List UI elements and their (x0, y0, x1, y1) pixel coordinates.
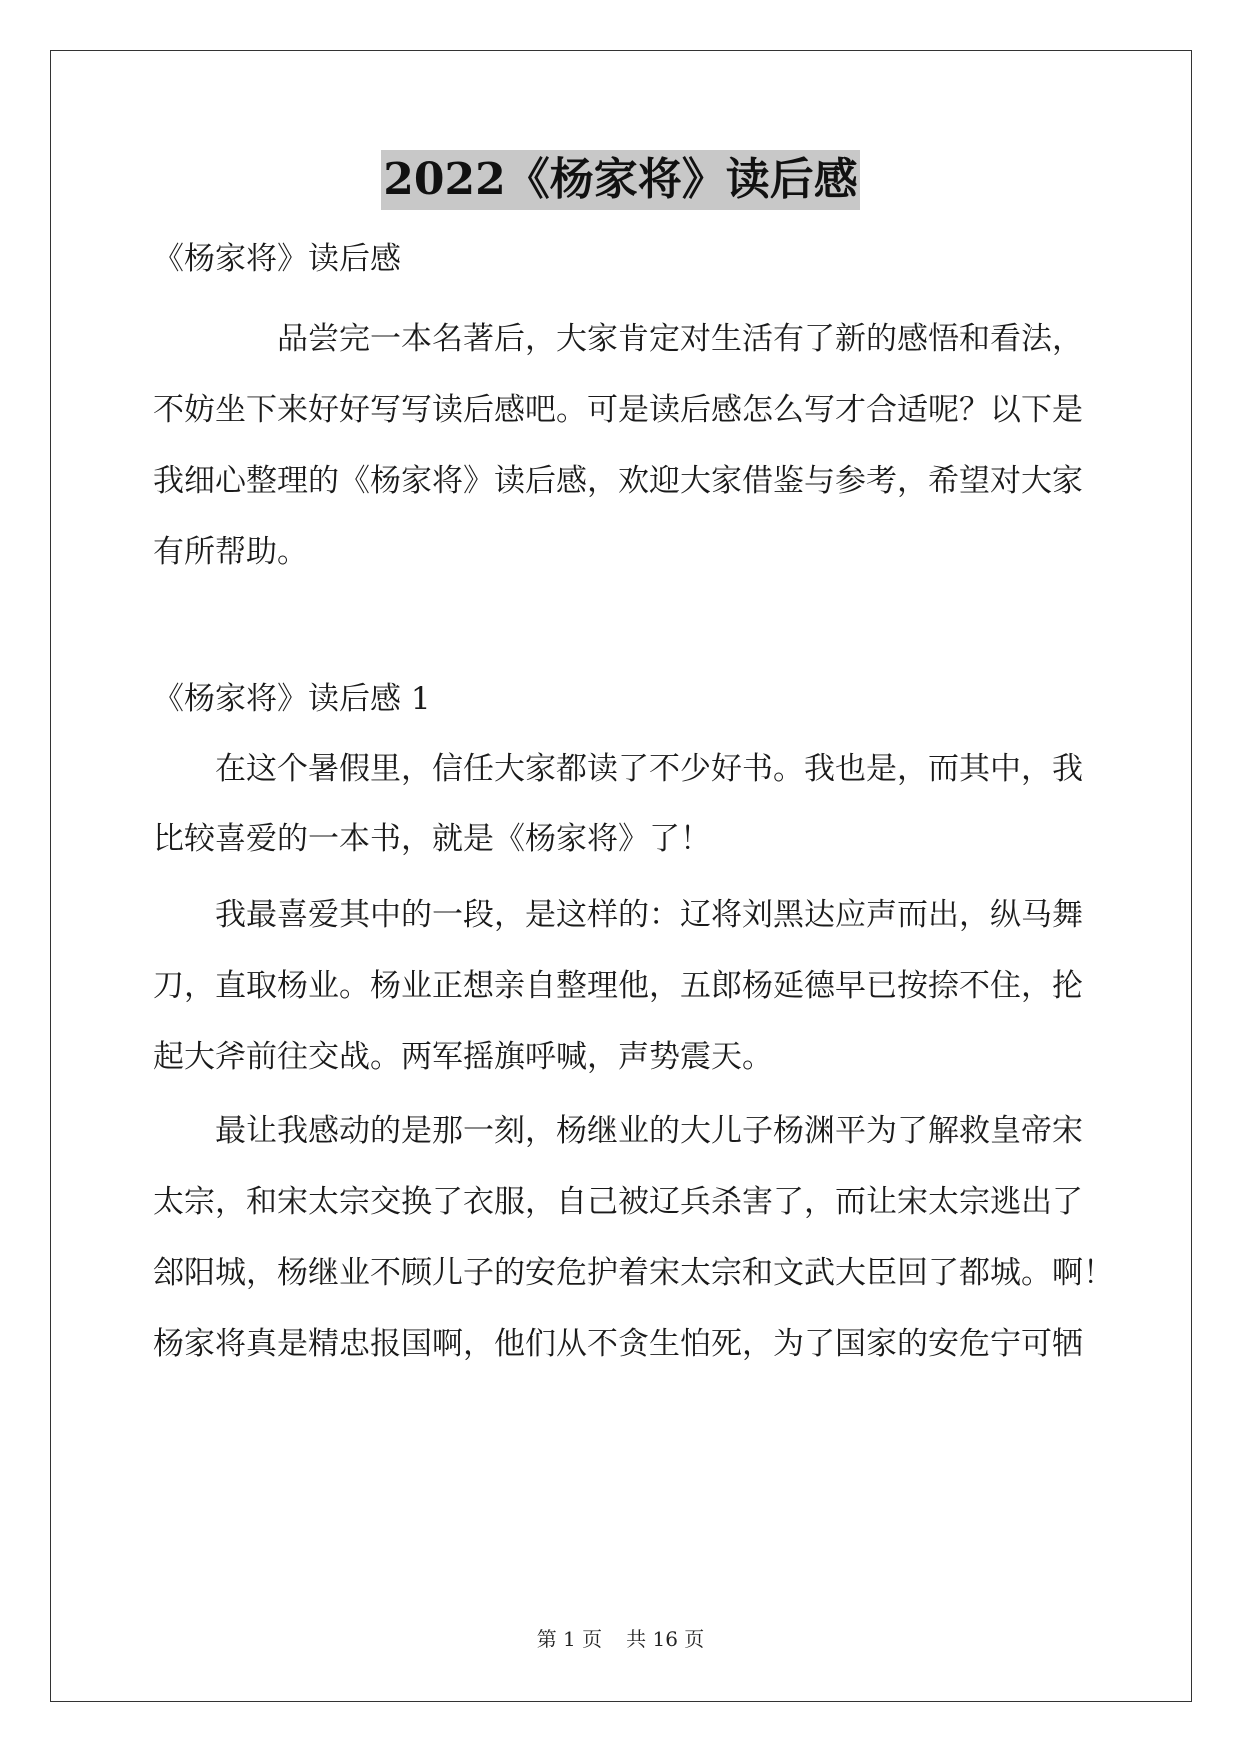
intro-line: 品尝完一本名著后，大家肯定对生活有了新的感悟和看法， (277, 321, 1083, 357)
document-title: 2022《杨家将》读后感 (381, 150, 859, 210)
section-heading: 《杨家将》读后感 1 (153, 681, 431, 717)
paragraph-line: 比较喜爱的一本书，就是《杨家将》了！ (153, 821, 711, 857)
title-container (0, 150, 1241, 210)
page-footer (0, 1626, 1241, 1652)
paragraph-line: 郐阳城，杨继业不顾儿子的安危护着宋太宗和文武大臣回了都城。啊！ (153, 1255, 1114, 1291)
paragraph-line: 起大斧前往交战。两军摇旗呼喊，声势震天。 (153, 1039, 773, 1075)
paragraph-line: 杨家将真是精忠报国啊，他们从不贪生怕死，为了国家的安危宁可牺 (153, 1326, 1083, 1362)
paragraph-line: 太宗，和宋太宗交换了衣服，自己被辽兵杀害了，而让宋太宗逃出了 (153, 1184, 1083, 1220)
page-number: 第 1 页 (536, 1627, 603, 1651)
intro-line: 有所帮助。 (153, 534, 308, 570)
paragraph-line: 刀，直取杨业。杨业正想亲自整理他，五郎杨延德早已按捺不住，抡 (153, 968, 1083, 1004)
intro-line: 不妨坐下来好好写写读后感吧。可是读后感怎么写才合适呢？以下是 (153, 392, 1083, 428)
intro-line: 我细心整理的《杨家将》读后感，欢迎大家借鉴与参考，希望对大家 (153, 463, 1083, 499)
paragraph-line: 在这个暑假里，信任大家都读了不少好书。我也是，而其中，我 (215, 751, 1083, 787)
page-border (50, 50, 1192, 1702)
page-total: 共 16 页 (626, 1627, 705, 1651)
paragraph-line: 最让我感动的是那一刻，杨继业的大儿子杨渊平为了解救皇帝宋 (215, 1113, 1083, 1149)
paragraph-line: 我最喜爱其中的一段，是这样的：辽将刘黑达应声而出，纵马舞 (215, 897, 1083, 933)
subtitle: 《杨家将》读后感 (153, 241, 401, 277)
